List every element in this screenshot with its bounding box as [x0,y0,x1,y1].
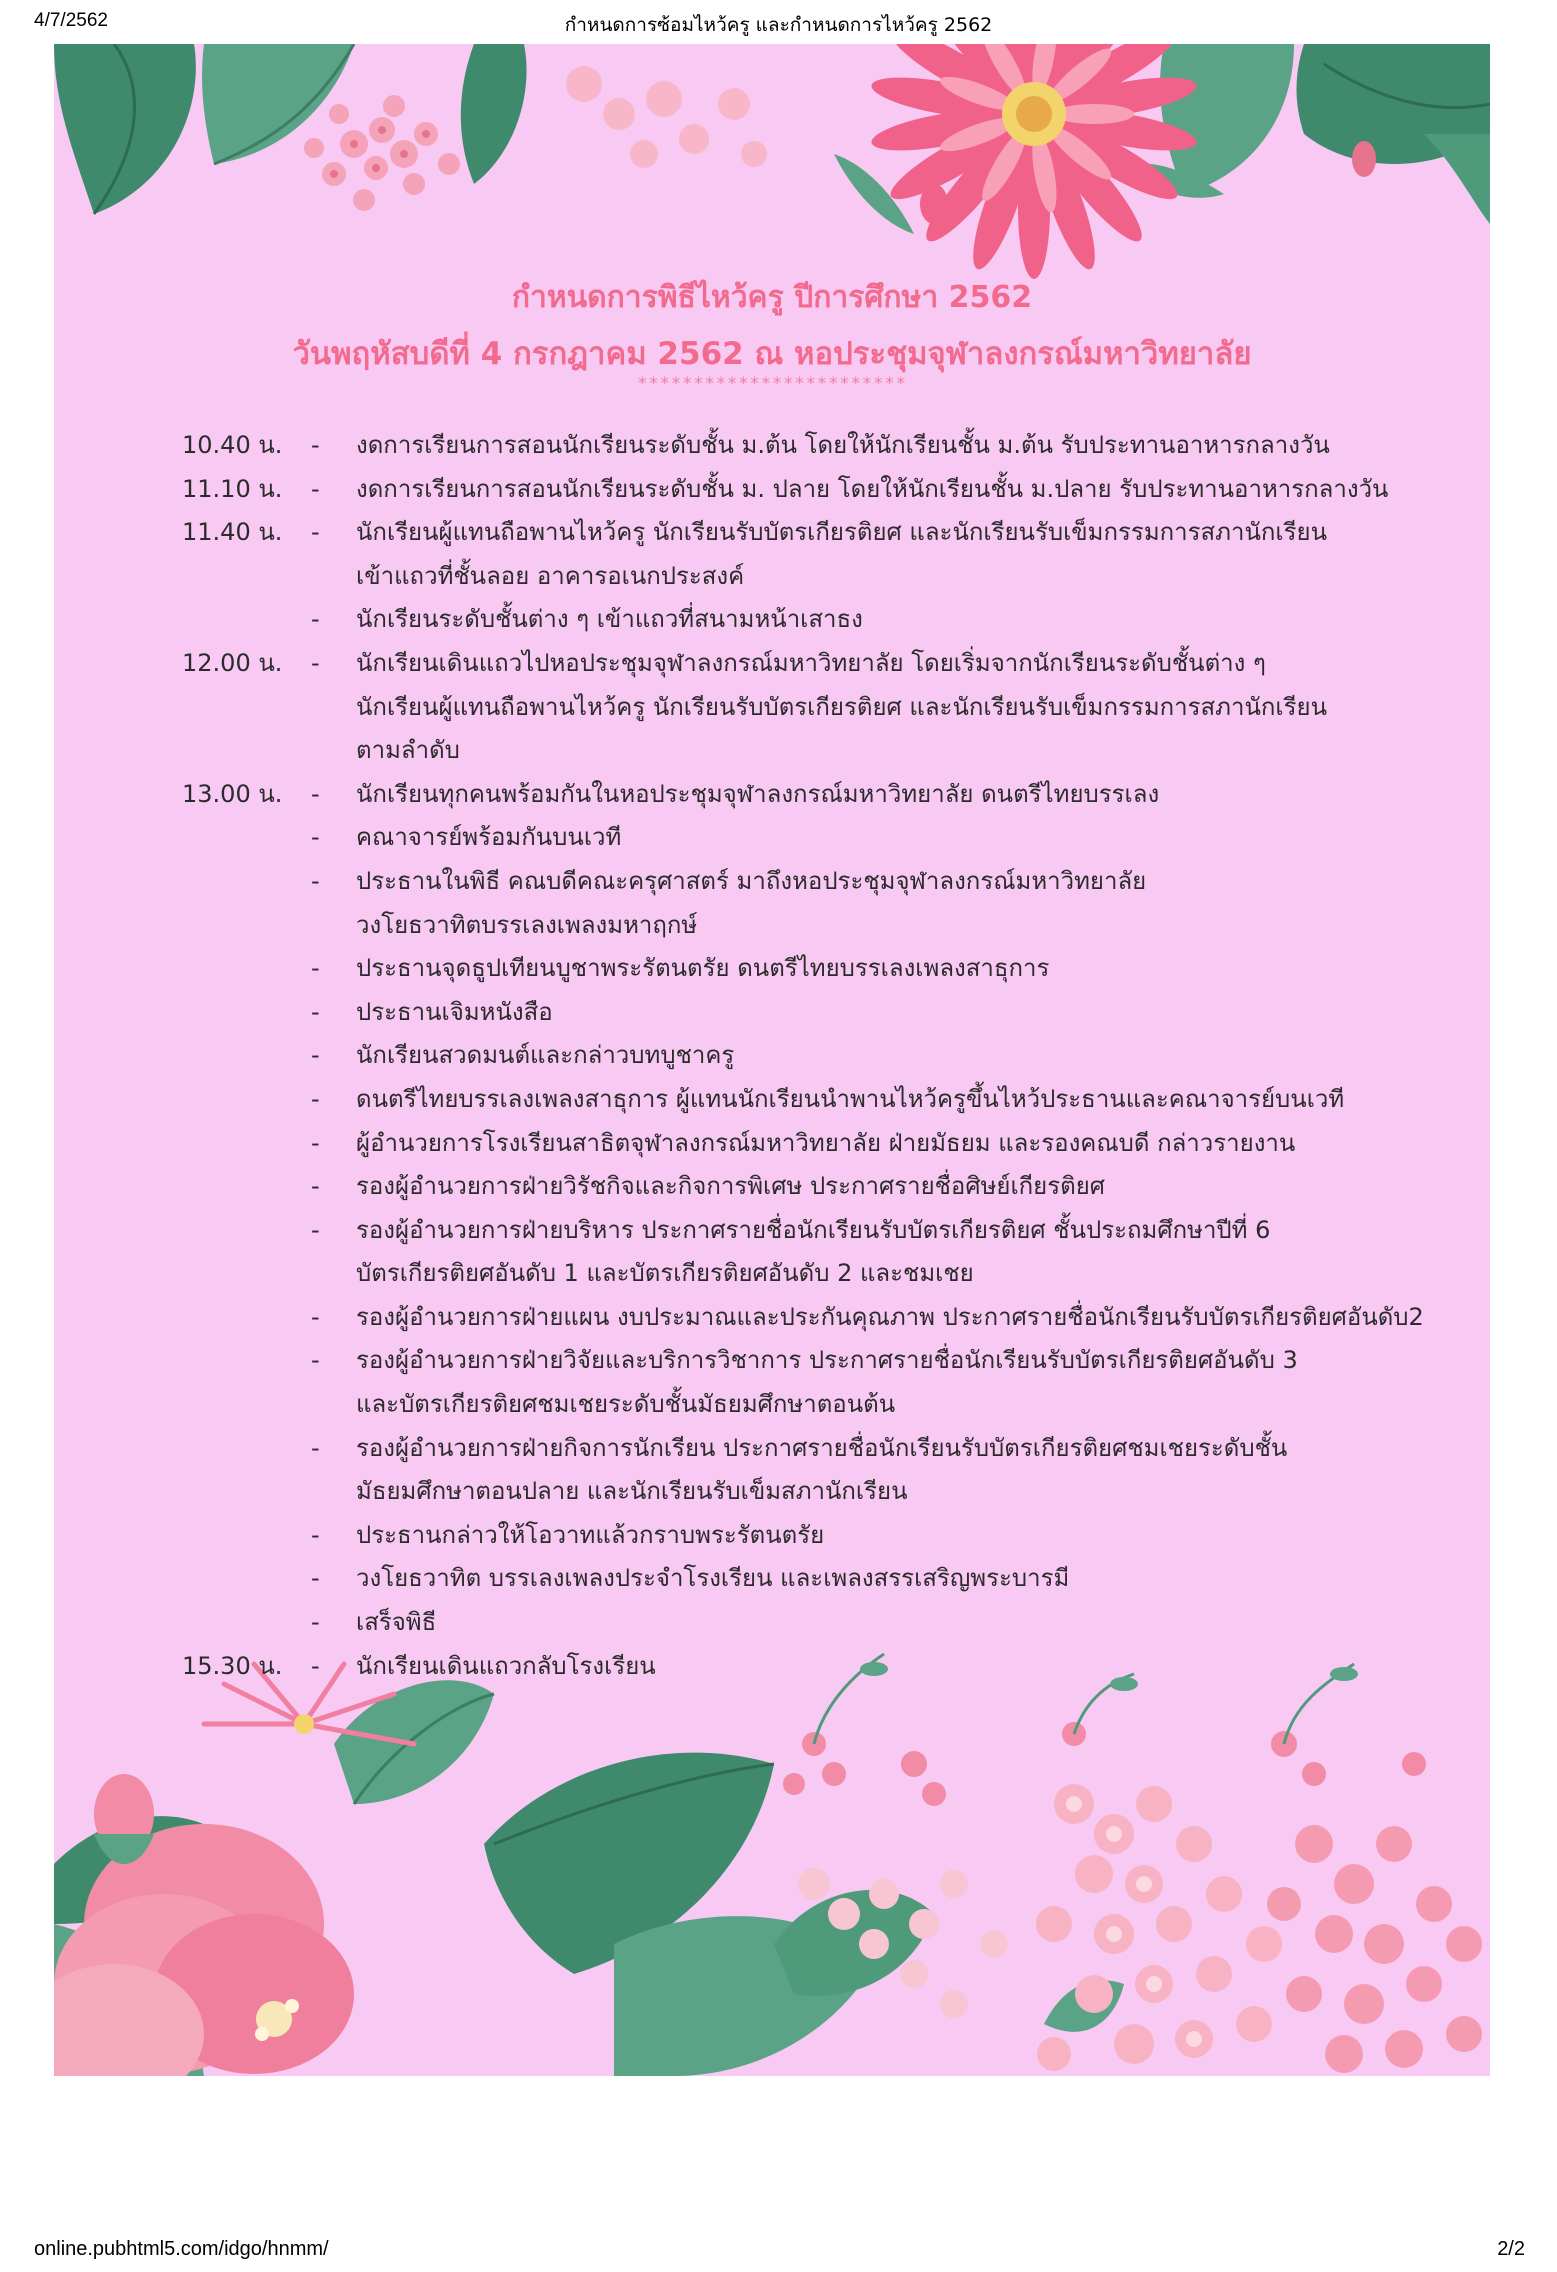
schedule-dash: - [311,1128,320,1157]
schedule-item [182,1122,1442,1166]
schedule-item [182,1339,1442,1426]
schedule-dash: - [311,518,320,547]
schedule-text: วงโยธวาทิต บรรเลงเพลงประจำโรงเรียน และเพลงสรรเสริญพระบารมี [356,1564,1070,1593]
poster-subtitle: วันพฤหัสบดีที่ 4 กรกฎาคม 2562 ณ หอประชุมจุฬาลงกรณ์มหาวิทยาลัย [292,336,1252,372]
schedule-text: ประธานจุดธูปเทียนบูชาพระรัตนตรัย ดนตรีไทยบรรเลงเพลงสาธุการ [356,954,1050,983]
schedule-item [182,1557,1442,1601]
print-url: online.pubhtml5.com/idgo/hnmm/ [34,2238,329,2260]
schedule-item [182,1601,1442,1645]
print-title: กำหนดการซ้อมไหว้ครู และกำหนดการไหว้ครู 2562 [564,14,993,36]
schedule-item [182,991,1442,1035]
schedule-dash: - [311,431,320,459]
schedule-dash: - [311,1608,320,1637]
schedule-item [182,773,1442,817]
schedule-text: นักเรียนเดินแถวไปหอประชุมจุฬาลงกรณ์มหาวิทยาลัย โดยเริ่มจากนักเรียนระดับชั้นต่าง ๆ นักเรียนผู้แทนถือพานไหว้ครู นักเรียนรับบัตรเกียรติยศ และนักเรียนรับเข็มกรรมการสภานักเรียน ตามลำดับ [356,648,1327,765]
schedule-dash: - [311,866,320,895]
schedule-item [182,598,1442,642]
schedule-text: รองผู้อำนวยการฝ่ายแผน งบประมาณและประกันคุณภาพ ประกาศรายชื่อนักเรียนรับบัตรเกียรติยศอันดับ2 [356,1302,1424,1331]
print-page-number: 2/2 [1497,2238,1525,2260]
schedule-dash: - [311,1041,320,1070]
schedule-time: 12.00 น. [182,648,283,677]
schedule-dash: - [311,954,320,983]
schedule-item [182,468,1442,512]
schedule-dash: - [311,1302,320,1331]
schedule-dash: - [311,1215,320,1244]
schedule-dash: - [311,605,320,634]
schedule-dash: - [311,1084,320,1113]
schedule-text: ประธานเจิมหนังสือ [356,997,553,1026]
schedule-item [182,1165,1442,1209]
schedule-item [182,860,1442,947]
schedule-text: คณาจารย์พร้อมกันบนเวที [356,823,622,852]
schedule-item [182,424,1442,468]
schedule-dash: - [311,1651,320,1680]
schedule-text: นักเรียนเดินแถวกลับโรงเรียน [356,1651,656,1680]
schedule-item [182,1078,1442,1122]
schedule-dash: - [311,1564,320,1593]
schedule-time: 11.10 น. [182,474,283,503]
schedule-dash: - [311,1172,320,1201]
schedule-item [182,1296,1442,1340]
schedule-item [182,1514,1442,1558]
schedule-text: ประธานกล่าวให้โอวาทแล้วกราบพระรัตนตรัย [356,1520,825,1549]
schedule-text: รองผู้อำนวยการฝ่ายวิรัชกิจและกิจการพิเศษ ประกาศรายชื่อศิษย์เกียรติยศ [356,1172,1106,1201]
schedule-time: 11.40 น. [182,518,283,547]
schedule-item [182,1034,1442,1078]
poster [54,44,1490,2076]
schedule-time: 15.30 น. [182,1651,283,1680]
schedule-item [182,947,1442,991]
schedule-dash: - [311,779,320,808]
schedule-dash: - [311,648,320,677]
schedule-item [182,1645,1442,1689]
print-date: 4/7/2562 [34,10,108,31]
schedule-item [182,511,1442,598]
schedule-text: นักเรียนผู้แทนถือพานไหว้ครู นักเรียนรับบัตรเกียรติยศ และนักเรียนรับเข็มกรรมการสภานักเรียน เข้าแถวที่ชั้นลอย อาคารอเนกประสงค์ [356,518,1327,590]
print-header [0,0,1557,40]
schedule-dash: - [311,997,320,1026]
schedule-text: รองผู้อำนวยการฝ่ายกิจการนักเรียน ประกาศรายชื่อนักเรียนรับบัตรเกียรติยศชมเชยระดับชั้น มัธยมศึกษาตอนปลาย และนักเรียนรับเข็มสภานักเรียน [356,1433,1288,1506]
schedule-item [182,1209,1442,1296]
schedule-text: รองผู้อำนวยการฝ่ายบริหาร ประกาศรายชื่อนักเรียนรับบัตรเกียรติยศ ชั้นประถมศึกษาปีที่ 6 บัตรเกียรติยศอันดับ 1 และบัตรเกียรติยศอันดับ 2 และชมเชย [356,1215,1271,1288]
poster-title: กำหนดการพิธีไหว้ครู ปีการศึกษา 2562 [511,280,1033,315]
schedule-text: ผู้อำนวยการโรงเรียนสาธิตจุฬาลงกรณ์มหาวิทยาลัย ฝ่ายมัธยม และรองคณบดี กล่าวรายงาน [356,1128,1296,1157]
schedule-text: เสร็จพิธี [356,1608,437,1637]
schedule-text: นักเรียนทุกคนพร้อมกันในหอประชุมจุฬาลงกรณ์มหาวิทยาลัย ดนตรีไทยบรรเลง [356,779,1160,808]
schedule-text: ดนตรีไทยบรรเลงเพลงสาธุการ ผู้แทนนักเรียนนำพานไหว้ครูขึ้นไหว้ประธานและคณาจารย์บนเวที [356,1084,1345,1113]
schedule-time: 10.40 น. [182,431,283,459]
schedule-list [182,424,1442,1688]
schedule-item [182,642,1442,773]
schedule-text: นักเรียนระดับชั้นต่าง ๆ เข้าแถวที่สนามหน้าเสาธง [356,605,863,634]
separator-stars: ************************ [637,374,907,394]
schedule-text: ประธานในพิธี คณบดีคณะครุศาสตร์ มาถึงหอประชุมจุฬาลงกรณ์มหาวิทยาลัย วงโยธวาทิตบรรเลงเพลงมหาฤกษ์ [356,866,1147,939]
schedule-dash: - [311,1346,320,1375]
schedule-text: รองผู้อำนวยการฝ่ายวิจัยและบริการวิชาการ ประกาศรายชื่อนักเรียนรับบัตรเกียรติยศอันดับ 3 และบัตรเกียรติยศชมเชยระดับชั้นมัธยมศึกษาตอนต้น [356,1346,1298,1419]
schedule-dash: - [311,1520,320,1549]
schedule-text: งดการเรียนการสอนนักเรียนระดับชั้น ม.ต้น โดยให้นักเรียนชั้น ม.ต้น รับประทานอาหารกลางวัน [356,431,1330,459]
schedule-dash: - [311,474,320,503]
schedule-text: นักเรียนสวดมนต์และกล่าวบทบูชาครู [356,1041,735,1070]
schedule-time: 13.00 น. [182,779,283,808]
schedule-dash: - [311,823,320,852]
print-footer [0,2232,1557,2272]
schedule-item [182,1427,1442,1514]
schedule-text: งดการเรียนการสอนนักเรียนระดับชั้น ม. ปลาย โดยให้นักเรียนชั้น ม.ปลาย รับประทานอาหารกลางวัน [356,474,1389,503]
schedule-dash: - [311,1433,320,1462]
schedule-item [182,816,1442,860]
